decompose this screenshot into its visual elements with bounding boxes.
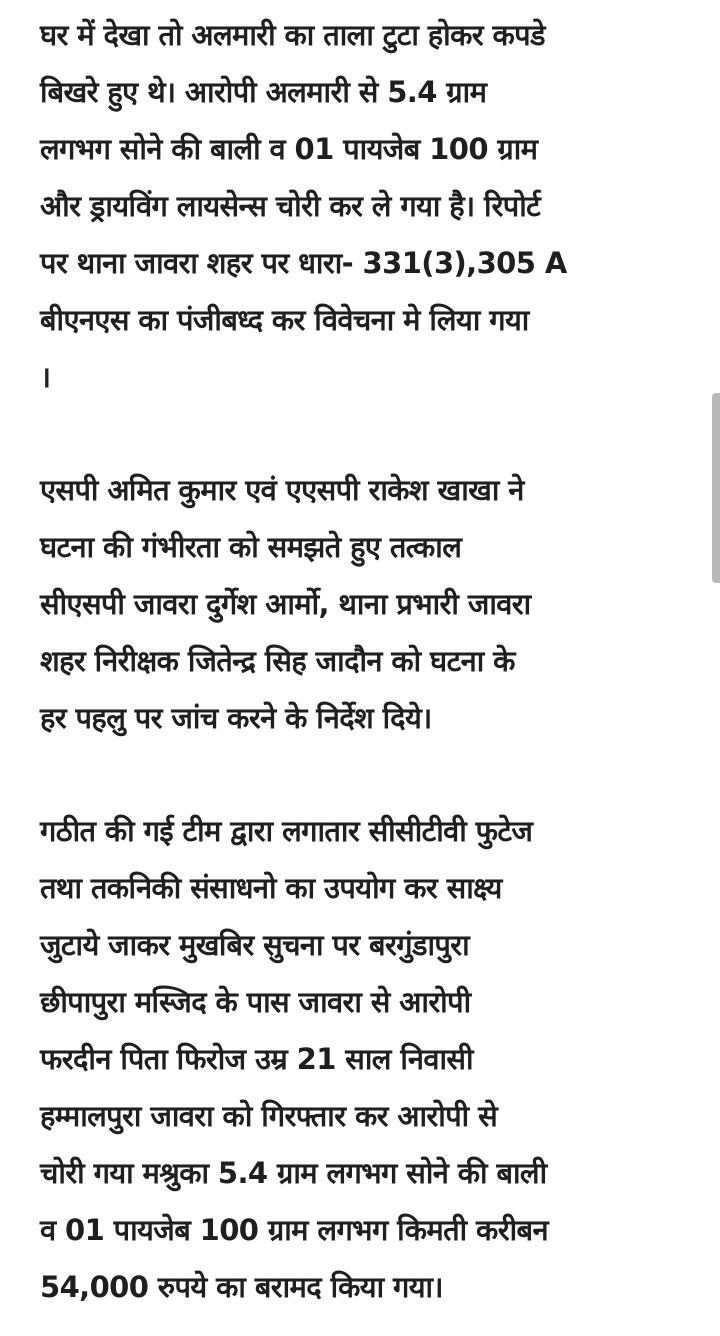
article-body [40,0,690,1316]
text-line: तथा तकनिकी संसाधनो का उपयोग कर साक्ष्य [40,871,502,905]
text-line: 54,000 रुपये का बरामद किया गया। [40,1270,443,1304]
text-line: घर में देखा तो अलमारी का ताला टुटा होकर कपडे [40,18,545,52]
text-line: जुटाये जाकर मुखबिर सुचना पर बरगुंडापुरा [40,928,470,962]
text-line: घटना की गंभीरता को समझते हुए तत्काल [40,530,462,564]
text-line: पर थाना जावरा शहर पर धारा- 331(3),305 A [40,246,567,280]
text-line: छीपापुरा मस्जिद के पास जावरा से आरोपी [40,985,471,1019]
text-line: बिखरे हुए थे। आरोपी अलमारी से 5.4 ग्राम [40,75,487,109]
text-line: । [40,360,51,394]
text-line: सीएसपी जावरा दुर्गेश आर्मो, थाना प्रभारी जावरा [40,587,531,621]
scrollbar-thumb[interactable] [712,393,720,583]
text-line: एसपी अमित कुमार एवं एएसपी राकेश खाखा ने [40,473,524,507]
text-line: हर पहलु पर जांच करने के निर्देश दिये। [40,701,432,735]
text-line: चोरी गया मश्रुका 5.4 ग्राम लगभग सोने की बाली [40,1156,547,1190]
text-line: हम्मालपुरा जावरा को गिरफ्तार कर आरोपी से [40,1099,498,1133]
text-line: बीएनएस का पंजीबध्द कर विवेचना मे लिया गया [40,303,529,337]
paragraph-arrest-recovery [40,803,690,1316]
text-line: गठीत की गई टीम द्वारा लगातार सीसीटीवी फुटेज [40,814,533,848]
text-line: लगभग सोने की बाली व 01 पायजेब 100 ग्राम [40,132,538,166]
text-line: और ड्रायविंग लायसेन्स चोरी कर ले गया है। रिपोर्ट [40,189,541,223]
text-line: शहर निरीक्षक जितेन्द्र सिह जादौन को घटना के [40,644,515,678]
text-line: व 01 पायजेब 100 ग्राम लगभग किमती करीबन [40,1213,548,1247]
paragraph-sp-instructions [40,462,690,747]
paragraph-theft-report [40,0,690,406]
text-line: फरदीन पिता फिरोज उम्र 21 साल निवासी [40,1042,473,1076]
